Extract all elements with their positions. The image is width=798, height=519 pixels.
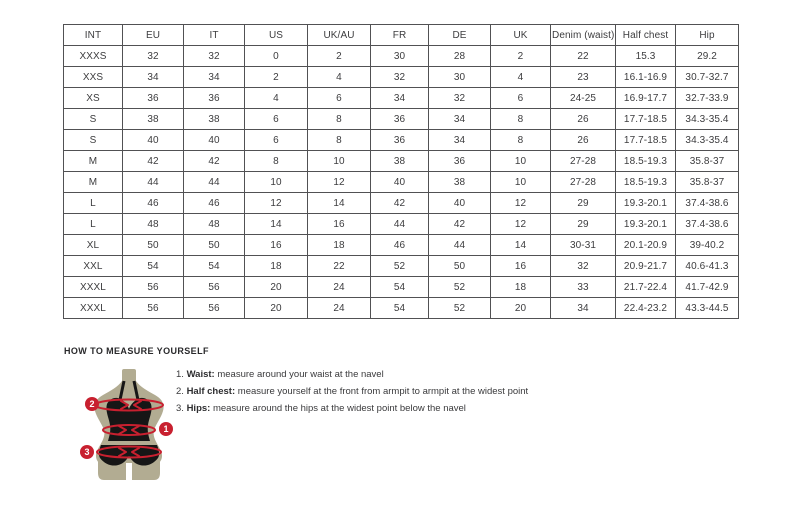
- size-cell: 36: [371, 109, 429, 130]
- size-cell: 44: [371, 214, 429, 235]
- size-table-header-row: [64, 25, 739, 46]
- size-cell: 42: [123, 151, 184, 172]
- size-cell: 34: [429, 109, 491, 130]
- size-cell: 16: [308, 214, 371, 235]
- size-cell: 28: [429, 46, 491, 67]
- size-cell: 46: [371, 235, 429, 256]
- size-row: [64, 298, 739, 319]
- size-cell: 42: [429, 214, 491, 235]
- size-cell: 52: [429, 277, 491, 298]
- size-cell: 10: [491, 151, 551, 172]
- size-cell: 8: [491, 130, 551, 151]
- size-cell: 14: [245, 214, 308, 235]
- size-cell: 52: [371, 256, 429, 277]
- size-cell: XL: [64, 235, 123, 256]
- size-cell: 34: [123, 67, 184, 88]
- column-header: Hip: [676, 25, 739, 46]
- column-header: EU: [123, 25, 184, 46]
- size-cell: S: [64, 109, 123, 130]
- size-row: [64, 109, 739, 130]
- size-cell: XXXL: [64, 277, 123, 298]
- size-cell: 40.6-41.3: [676, 256, 739, 277]
- size-cell: 30: [371, 46, 429, 67]
- size-cell: 40: [371, 172, 429, 193]
- size-cell: XXXL: [64, 298, 123, 319]
- size-cell: 18.5-19.3: [616, 151, 676, 172]
- size-cell: 8: [245, 151, 308, 172]
- size-cell: 4: [491, 67, 551, 88]
- size-row: [64, 193, 739, 214]
- size-cell: 2: [308, 46, 371, 67]
- size-cell: 27-28: [551, 172, 616, 193]
- size-cell: 24: [308, 298, 371, 319]
- size-table: [63, 24, 739, 319]
- size-cell: 50: [123, 235, 184, 256]
- size-cell: 40: [429, 193, 491, 214]
- size-cell: 50: [184, 235, 245, 256]
- column-header: FR: [371, 25, 429, 46]
- size-cell: 12: [308, 172, 371, 193]
- size-row: [64, 235, 739, 256]
- size-cell: 35.8-37: [676, 151, 739, 172]
- size-cell: 44: [429, 235, 491, 256]
- column-header: UK: [491, 25, 551, 46]
- size-cell: 18: [308, 235, 371, 256]
- size-cell: 56: [123, 277, 184, 298]
- size-cell: 6: [491, 88, 551, 109]
- size-cell: 29: [551, 193, 616, 214]
- size-cell: 6: [245, 130, 308, 151]
- size-cell: 37.4-38.6: [676, 193, 739, 214]
- size-cell: 14: [308, 193, 371, 214]
- size-cell: 17.7-18.5: [616, 109, 676, 130]
- size-cell: 32.7-33.9: [676, 88, 739, 109]
- size-cell: 4: [308, 67, 371, 88]
- figure-badge-waist: 1: [159, 422, 173, 436]
- size-cell: 48: [123, 214, 184, 235]
- size-cell: 15.3: [616, 46, 676, 67]
- size-cell: 30.7-32.7: [676, 67, 739, 88]
- column-header: US: [245, 25, 308, 46]
- size-cell: 40: [123, 130, 184, 151]
- size-cell: 24-25: [551, 88, 616, 109]
- size-cell: 17.7-18.5: [616, 130, 676, 151]
- size-cell: 12: [491, 193, 551, 214]
- size-cell: 20.1-20.9: [616, 235, 676, 256]
- size-cell: 18: [245, 256, 308, 277]
- size-cell: 52: [429, 298, 491, 319]
- size-table-body: [64, 46, 739, 319]
- size-cell: 39-40.2: [676, 235, 739, 256]
- size-cell: 21.7-22.4: [616, 277, 676, 298]
- column-header: Denim (waist): [551, 25, 616, 46]
- size-cell: 48: [184, 214, 245, 235]
- size-cell: 33: [551, 277, 616, 298]
- size-cell: 10: [308, 151, 371, 172]
- size-cell: 32: [123, 46, 184, 67]
- size-cell: 14: [491, 235, 551, 256]
- size-row: [64, 172, 739, 193]
- size-cell: 38: [123, 109, 184, 130]
- size-cell: 36: [184, 88, 245, 109]
- size-cell: 20.9-21.7: [616, 256, 676, 277]
- size-cell: 30-31: [551, 235, 616, 256]
- size-cell: 2: [245, 67, 308, 88]
- column-header: Half chest: [616, 25, 676, 46]
- size-cell: 19.3-20.1: [616, 214, 676, 235]
- size-cell: 26: [551, 109, 616, 130]
- size-cell: 44: [123, 172, 184, 193]
- size-cell: 2: [491, 46, 551, 67]
- size-cell: 34: [429, 130, 491, 151]
- size-cell: 43.3-44.5: [676, 298, 739, 319]
- size-row: [64, 256, 739, 277]
- size-cell: 56: [123, 298, 184, 319]
- size-cell: 38: [429, 172, 491, 193]
- size-cell: 46: [184, 193, 245, 214]
- size-cell: 8: [491, 109, 551, 130]
- size-row: [64, 88, 739, 109]
- size-cell: 46: [123, 193, 184, 214]
- size-cell: 26: [551, 130, 616, 151]
- size-cell: M: [64, 172, 123, 193]
- column-header: INT: [64, 25, 123, 46]
- figure-badge-hips: 3: [80, 445, 94, 459]
- size-cell: L: [64, 193, 123, 214]
- size-cell: 30: [429, 67, 491, 88]
- size-cell: 20: [245, 277, 308, 298]
- size-cell: XXL: [64, 256, 123, 277]
- figure-badge-chest: 2: [85, 397, 99, 411]
- size-cell: 38: [184, 109, 245, 130]
- size-cell: 8: [308, 130, 371, 151]
- size-cell: 40: [184, 130, 245, 151]
- size-row: [64, 46, 739, 67]
- size-cell: 42: [184, 151, 245, 172]
- size-cell: 23: [551, 67, 616, 88]
- measure-section-heading: HOW TO MEASURE YOURSELF: [64, 346, 209, 356]
- size-cell: 12: [245, 193, 308, 214]
- size-cell: 18.5-19.3: [616, 172, 676, 193]
- size-cell: 19.3-20.1: [616, 193, 676, 214]
- size-cell: 16: [245, 235, 308, 256]
- size-cell: 34.3-35.4: [676, 130, 739, 151]
- size-cell: 6: [245, 109, 308, 130]
- size-cell: 36: [429, 151, 491, 172]
- measure-step: 2. Half chest: measure yourself at the front from armpit to armpit at the widest point: [176, 386, 529, 397]
- size-cell: 54: [184, 256, 245, 277]
- size-cell: 56: [184, 298, 245, 319]
- size-cell: 20: [491, 298, 551, 319]
- size-cell: 22.4-23.2: [616, 298, 676, 319]
- size-cell: XS: [64, 88, 123, 109]
- size-cell: 34: [371, 88, 429, 109]
- size-cell: 22: [551, 46, 616, 67]
- size-cell: 44: [184, 172, 245, 193]
- size-cell: 54: [371, 277, 429, 298]
- size-cell: 42: [371, 193, 429, 214]
- size-cell: 37.4-38.6: [676, 214, 739, 235]
- size-cell: 29.2: [676, 46, 739, 67]
- size-cell: 4: [245, 88, 308, 109]
- size-cell: 32: [429, 88, 491, 109]
- measure-figure: [76, 368, 188, 480]
- size-row: [64, 214, 739, 235]
- measure-steps: [176, 370, 528, 421]
- size-cell: 41.7-42.9: [676, 277, 739, 298]
- column-header: UK/AU: [308, 25, 371, 46]
- measure-step: 3. Hips: measure around the hips at the widest point below the navel: [176, 403, 466, 414]
- size-cell: 38: [371, 151, 429, 172]
- size-row: [64, 151, 739, 172]
- column-header: DE: [429, 25, 491, 46]
- size-cell: S: [64, 130, 123, 151]
- size-cell: 34.3-35.4: [676, 109, 739, 130]
- size-cell: 36: [123, 88, 184, 109]
- size-cell: 10: [491, 172, 551, 193]
- size-cell: 35.8-37: [676, 172, 739, 193]
- size-cell: 22: [308, 256, 371, 277]
- size-cell: 24: [308, 277, 371, 298]
- size-cell: 54: [123, 256, 184, 277]
- size-cell: 27-28: [551, 151, 616, 172]
- size-cell: 6: [308, 88, 371, 109]
- size-cell: 10: [245, 172, 308, 193]
- size-cell: M: [64, 151, 123, 172]
- size-cell: 8: [308, 109, 371, 130]
- size-cell: 36: [371, 130, 429, 151]
- size-row: [64, 277, 739, 298]
- size-cell: XXXS: [64, 46, 123, 67]
- size-cell: 12: [491, 214, 551, 235]
- size-cell: 16: [491, 256, 551, 277]
- size-cell: XXS: [64, 67, 123, 88]
- size-cell: 18: [491, 277, 551, 298]
- size-cell: 34: [551, 298, 616, 319]
- size-row: [64, 67, 739, 88]
- size-cell: 16.1-16.9: [616, 67, 676, 88]
- size-cell: 20: [245, 298, 308, 319]
- size-cell: 56: [184, 277, 245, 298]
- size-cell: 0: [245, 46, 308, 67]
- size-cell: 29: [551, 214, 616, 235]
- measure-step: 1. Waist: measure around your waist at the navel: [176, 369, 384, 380]
- size-cell: 32: [371, 67, 429, 88]
- size-cell: 54: [371, 298, 429, 319]
- size-cell: 32: [551, 256, 616, 277]
- size-cell: L: [64, 214, 123, 235]
- size-cell: 50: [429, 256, 491, 277]
- size-cell: 16.9-17.7: [616, 88, 676, 109]
- column-header: IT: [184, 25, 245, 46]
- size-cell: 34: [184, 67, 245, 88]
- size-row: [64, 130, 739, 151]
- size-cell: 32: [184, 46, 245, 67]
